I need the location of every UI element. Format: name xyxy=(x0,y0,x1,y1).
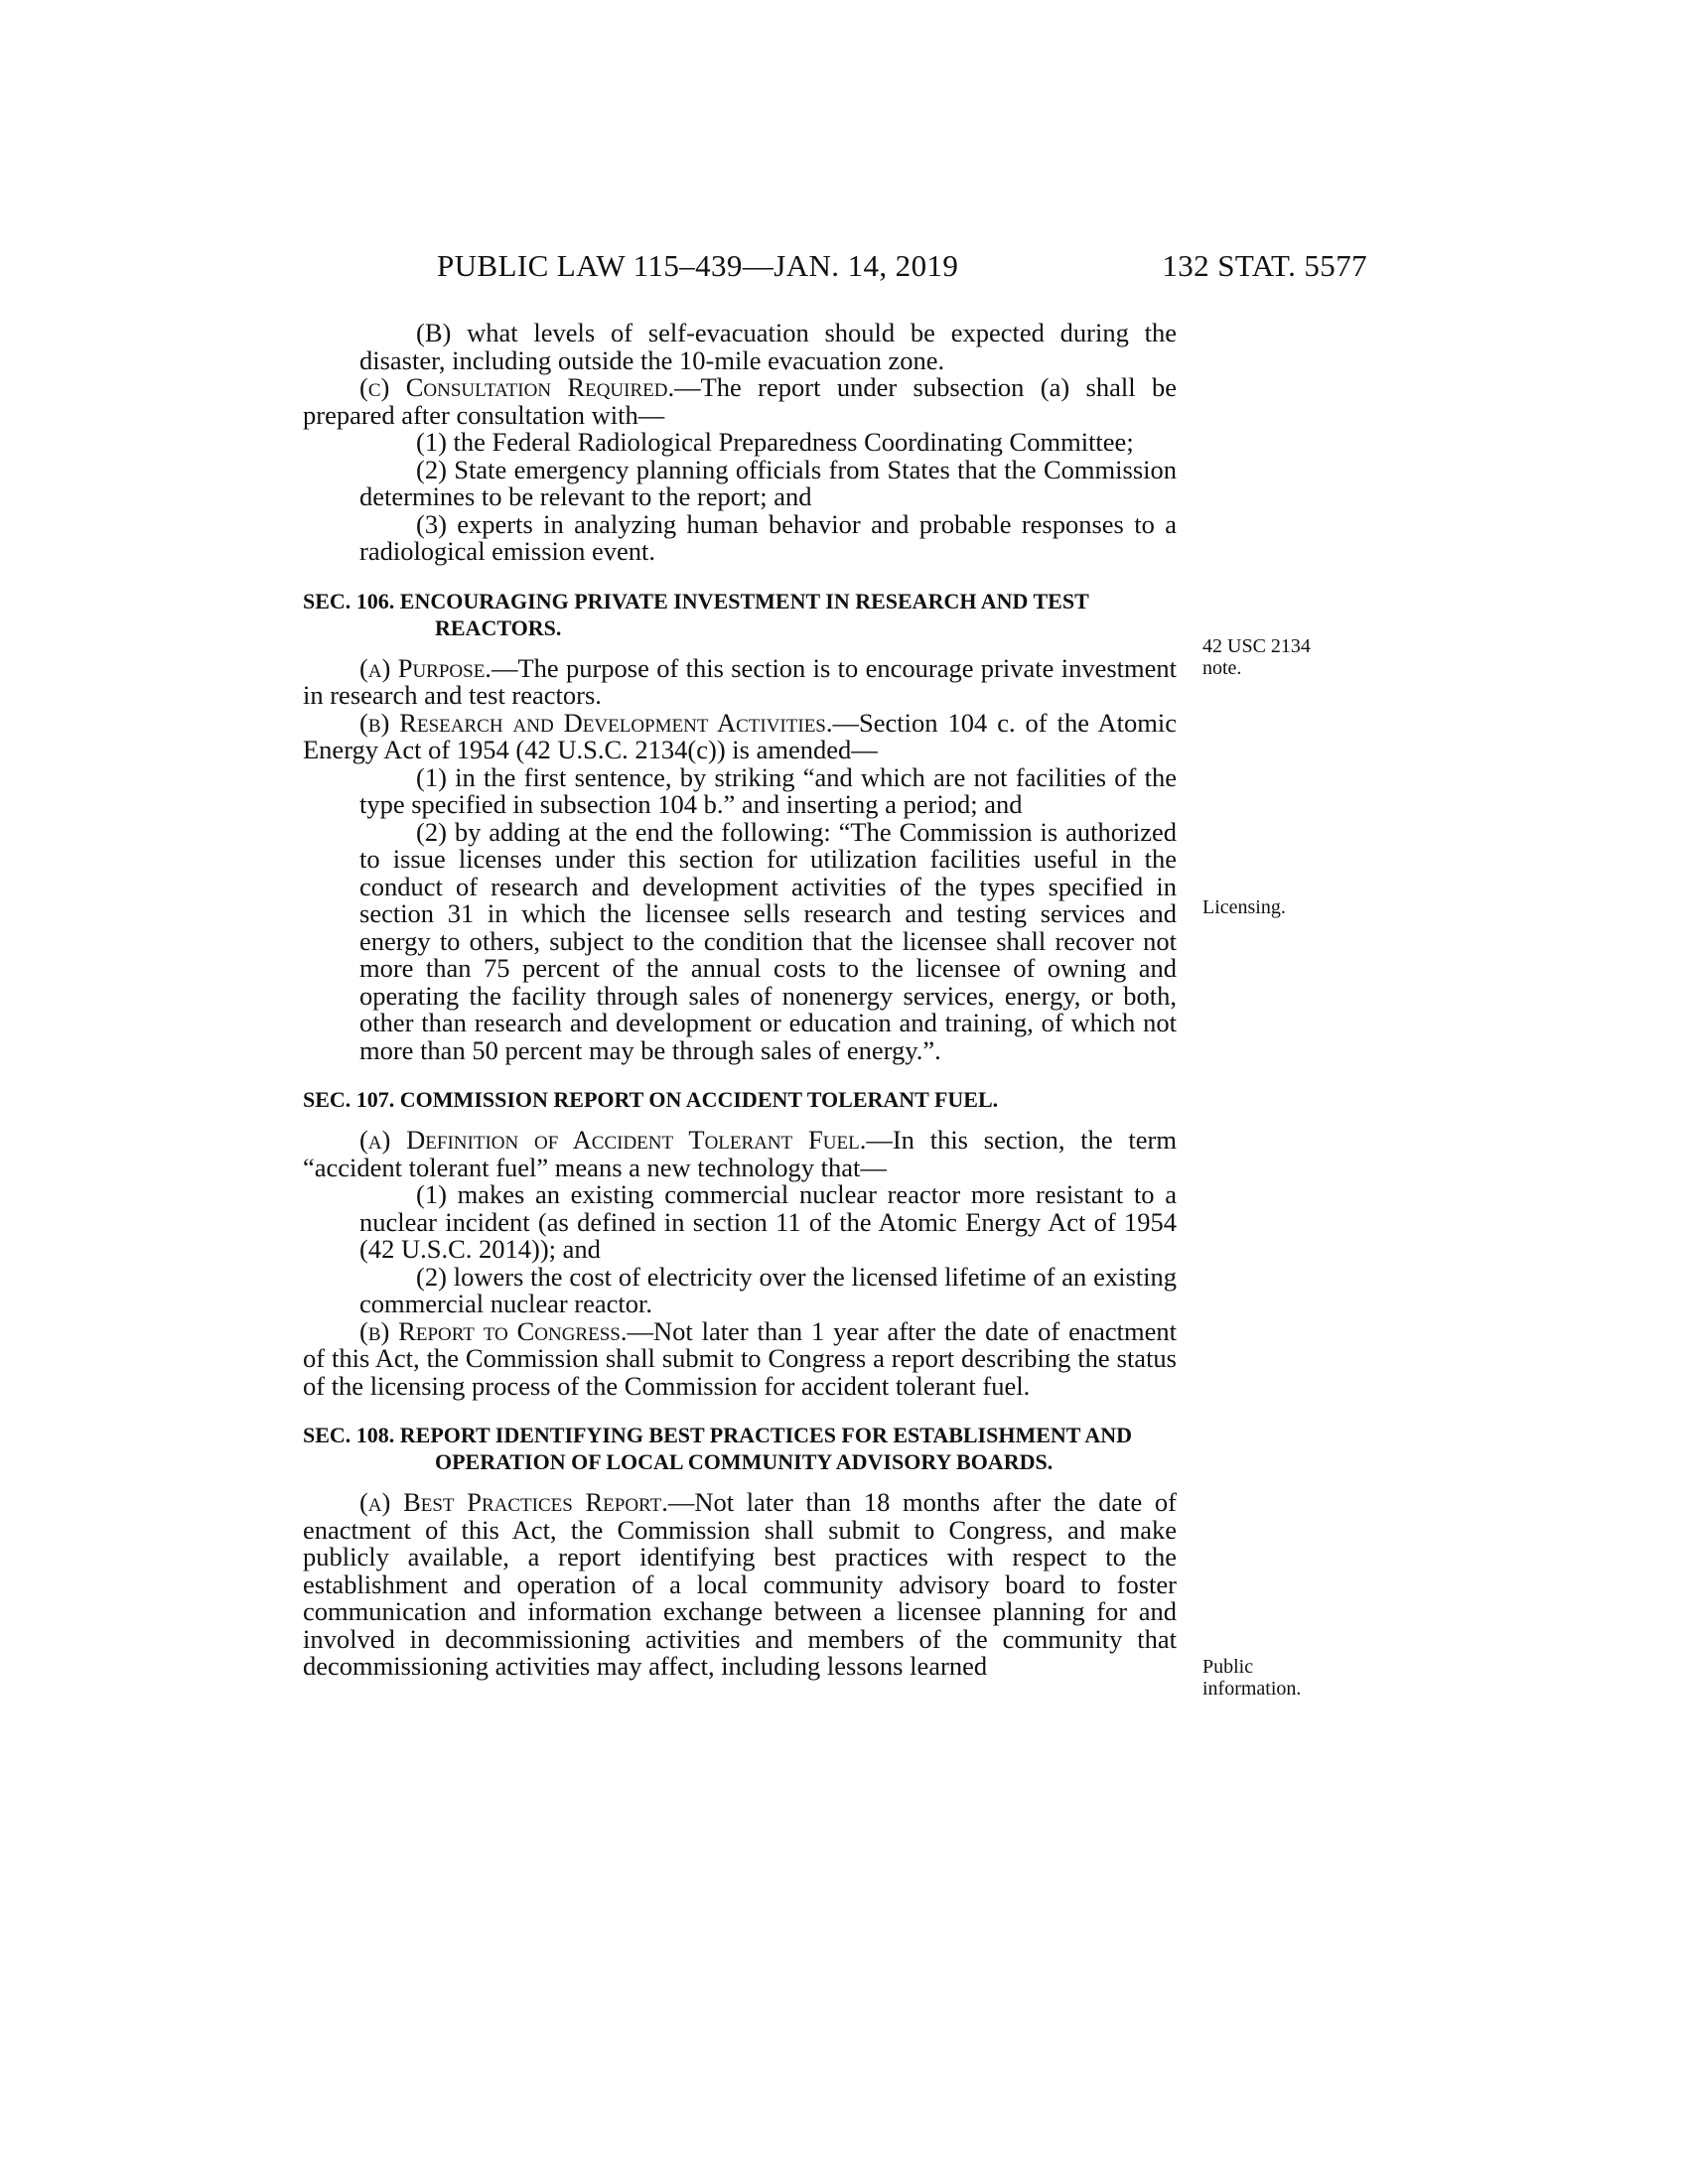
margin-note-usc-line2: note. xyxy=(1202,657,1242,679)
section-107-a-text: —In this section, the term “accident tolerant fuel” means a new technology that— xyxy=(303,1125,1177,1182)
page-reference: 132 STAT. 5577 xyxy=(1162,248,1367,283)
section-106-b xyxy=(303,707,1177,764)
heading-definition: (a) Definition of Accident Tolerant Fuel. xyxy=(359,1125,867,1155)
section-106-a-text: —The purpose of this section is to encourage private investment in research and test reactors. xyxy=(303,652,1178,710)
paragraph-b: (B) what levels of self-evacuation should be expected during the disaster, including outside the 10-mile evacuation zone. xyxy=(359,318,1177,375)
margin-note-usc xyxy=(1202,635,1311,679)
section-106-b2: (2) by adding at the end the following: “The Commission is authorized to issue licenses under this section for utilization facilities useful in the conduct of research and development activities of the types specified in section 31 in which the licensee sells research and testing services and energy to others, subject to the condition that the licensee shall recover not more than 75 percent of the annual costs to the licensee of owning and operating the facility through sales of nonenergy services, energy, or both, other than research and development or education and training, of which not more than 50 percent may be through sales of energy.”. xyxy=(359,816,1177,1065)
margin-note-public-line1: Public xyxy=(1202,1656,1254,1678)
paragraph-c-text: —The report under subsection (a) shall be prepared after consultation with— xyxy=(303,372,1177,430)
section-107-b-text: —Not later than 1 year after the date of enactment of this Act, the Commission shall submit to Congress a report describing the status of the licensing process of the Commission for accident tolerant fuel. xyxy=(303,1315,1177,1401)
heading-consultation-required: (c) Consultation Required. xyxy=(359,372,675,402)
margin-note-public-information xyxy=(1202,1656,1301,1700)
heading-best-practices: (a) Best Practices Report. xyxy=(359,1487,668,1517)
section-106-b-text: —Section 104 c. of the Atomic Energy Act of 1954 (42 U.S.C. 2134(c)) is amended— xyxy=(303,707,1177,764)
heading-purpose: (a) Purpose. xyxy=(359,652,492,683)
section-106-a xyxy=(303,652,1178,710)
margin-note-licensing: Licensing. xyxy=(1202,896,1286,918)
section-106-heading: SEC. 106. ENCOURAGING PRIVATE INVESTMENT IN RESEARCH AND TEST REACTORS. xyxy=(303,588,1089,640)
running-head-title: PUBLIC LAW 115–439—JAN. 14, 2019 xyxy=(437,248,959,283)
section-107-a1: (1) makes an existing commercial nuclear reactor more resistant to a nuclear incident (as defined in section 11 of the Atomic Energy Act of 1954 (42 U.S.C. 2014)); and xyxy=(359,1179,1177,1264)
paragraph-c3: (3) experts in analyzing human behavior and probable responses to a radiological emission event. xyxy=(359,508,1177,566)
section-107-heading: SEC. 107. COMMISSION REPORT ON ACCIDENT TOLERANT FUEL. xyxy=(303,1087,999,1112)
heading-report-to-congress: (b) Report to Congress. xyxy=(359,1315,628,1346)
page-body xyxy=(303,320,1177,1681)
section-106-b1: (1) in the first sentence, by striking “and which are not facilities of the type specified in subsection 104 b.” and inserting a period; and xyxy=(359,761,1177,819)
section-107-a2: (2) lowers the cost of electricity over the licensed lifetime of an existing commercial nuclear reactor. xyxy=(359,1261,1177,1318)
section-107-a xyxy=(303,1127,1177,1181)
section-108-heading: SEC. 108. REPORT IDENTIFYING BEST PRACTICES FOR ESTABLISHMENT AND OPERATION OF LOCAL COMMUNITY ADVISORY BOARDS. xyxy=(303,1423,1133,1474)
margin-note-usc-line1: 42 USC 2134 xyxy=(1202,635,1311,657)
paragraph-c2: (2) State emergency planning officials from States that the Commission determines to be relevant to the report; and xyxy=(359,454,1177,511)
section-108-a-text: —Not later than 18 months after the date of enactment of this Act, the Commission shall submit to Congress, and make publicly available, a report identifying best practices with respect to the establishment and operation of a local community advisory board to foster communication and information exchange between a licensee planning for and involved in decommissioning activities and members of the community that decommissioning activities may affect, including lessons learned xyxy=(303,1487,1177,1681)
section-108-a xyxy=(303,1489,1177,1681)
heading-research-development: (b) Research and Development Activities. xyxy=(359,707,833,738)
paragraph-c xyxy=(303,374,1177,429)
section-107-b xyxy=(303,1315,1177,1401)
margin-note-public-line2: information. xyxy=(1202,1678,1302,1700)
paragraph-c1: (1) the Federal Radiological Preparedness Coordinating Committee; xyxy=(416,427,1134,457)
